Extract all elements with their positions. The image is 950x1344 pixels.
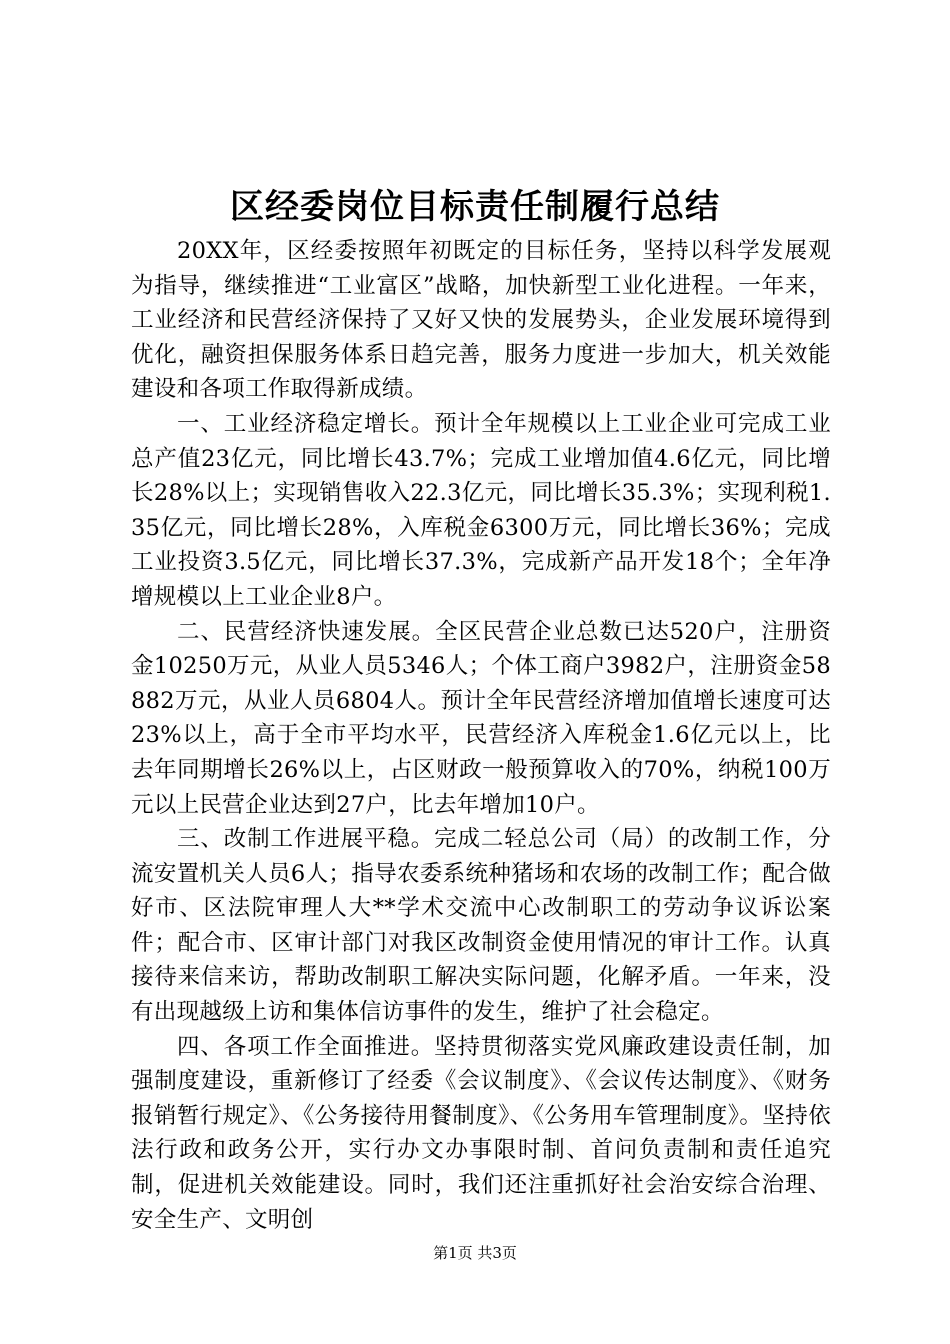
paragraph-intro: 20XX年，区经委按照年初既定的目标任务，坚持以科学发展观为指导，继续推进“工业富区”战略，加快新型工业化进程。一年来，工业经济和民营经济保持了又好又快的发展势头，企业发展环境得到优化，融资担保服务体系日趋完善，服务力度进一步加大，机关效能建设和各项工作取得新成绩。 [131,238,831,403]
document-body [131,234,831,1237]
paragraph-private-economy: 二、民营经济快速发展。全区民营企业总数已达520户，注册资金10250万元，从业人员5346人；个体工商户3982户，注册资金58882万元，从业人员6804人。预计全年民营经济增加值增长速度可达23%以上，高于全市平均水平，民营经济入库税金1.6亿元以上，比去年同期增长26%以上，占区财政一般预算收入的70%，纳税100万元以上民营企业达到27户，比去年增加10户。 [131,618,831,818]
paragraph-industrial-economy: 一、工业经济稳定增长。预计全年规模以上工业企业可完成工业总产值23亿元，同比增长43.7%；完成工业增加值4.6亿元，同比增长28%以上；实现销售收入22.3亿元，同比增长35.3%；实现利税1.35亿元，同比增长28%，入库税金6300万元，同比增长36%；完成工业投资3.5亿元，同比增长37.3%，完成新产品开发18个；全年净增规模以上工业企业8户。 [131,410,831,610]
page-footer: 第1页 共3页 [433,1244,517,1262]
paragraph-restructuring: 三、改制工作进展平稳。完成二轻总公司（局）的改制工作，分流安置机关人员6人；指导农委系统种猪场和农场的改制工作；配合做好市、区法院审理人大**学术交流中心改制职工的劳动争议诉讼案件；配合市、区审计部门对我区改制资金使用情况的审计工作。认真接待来信来访，帮助改制职工解决实际问题，化解矛盾。一年来，没有出现越级上访和集体信访事件的发生，维护了社会稳定。 [131,826,831,1026]
paragraph-all-work: 四、各项工作全面推进。坚持贯彻落实党风廉政建设责任制，加强制度建设，重新修订了经委《会议制度》、《会议传达制度》、《财务报销暂行规定》、《公务接待用餐制度》、《公务用车管理制度》。坚持依法行政和政务公开，实行办文办事限时制、首问负责制和责任追究制，促进机关效能建设。同时，我们还注重抓好社会治安综合治理、安全生产、文明创 [131,1033,831,1233]
document-title: 区经委岗位目标责任制履行总结 [230,187,720,227]
